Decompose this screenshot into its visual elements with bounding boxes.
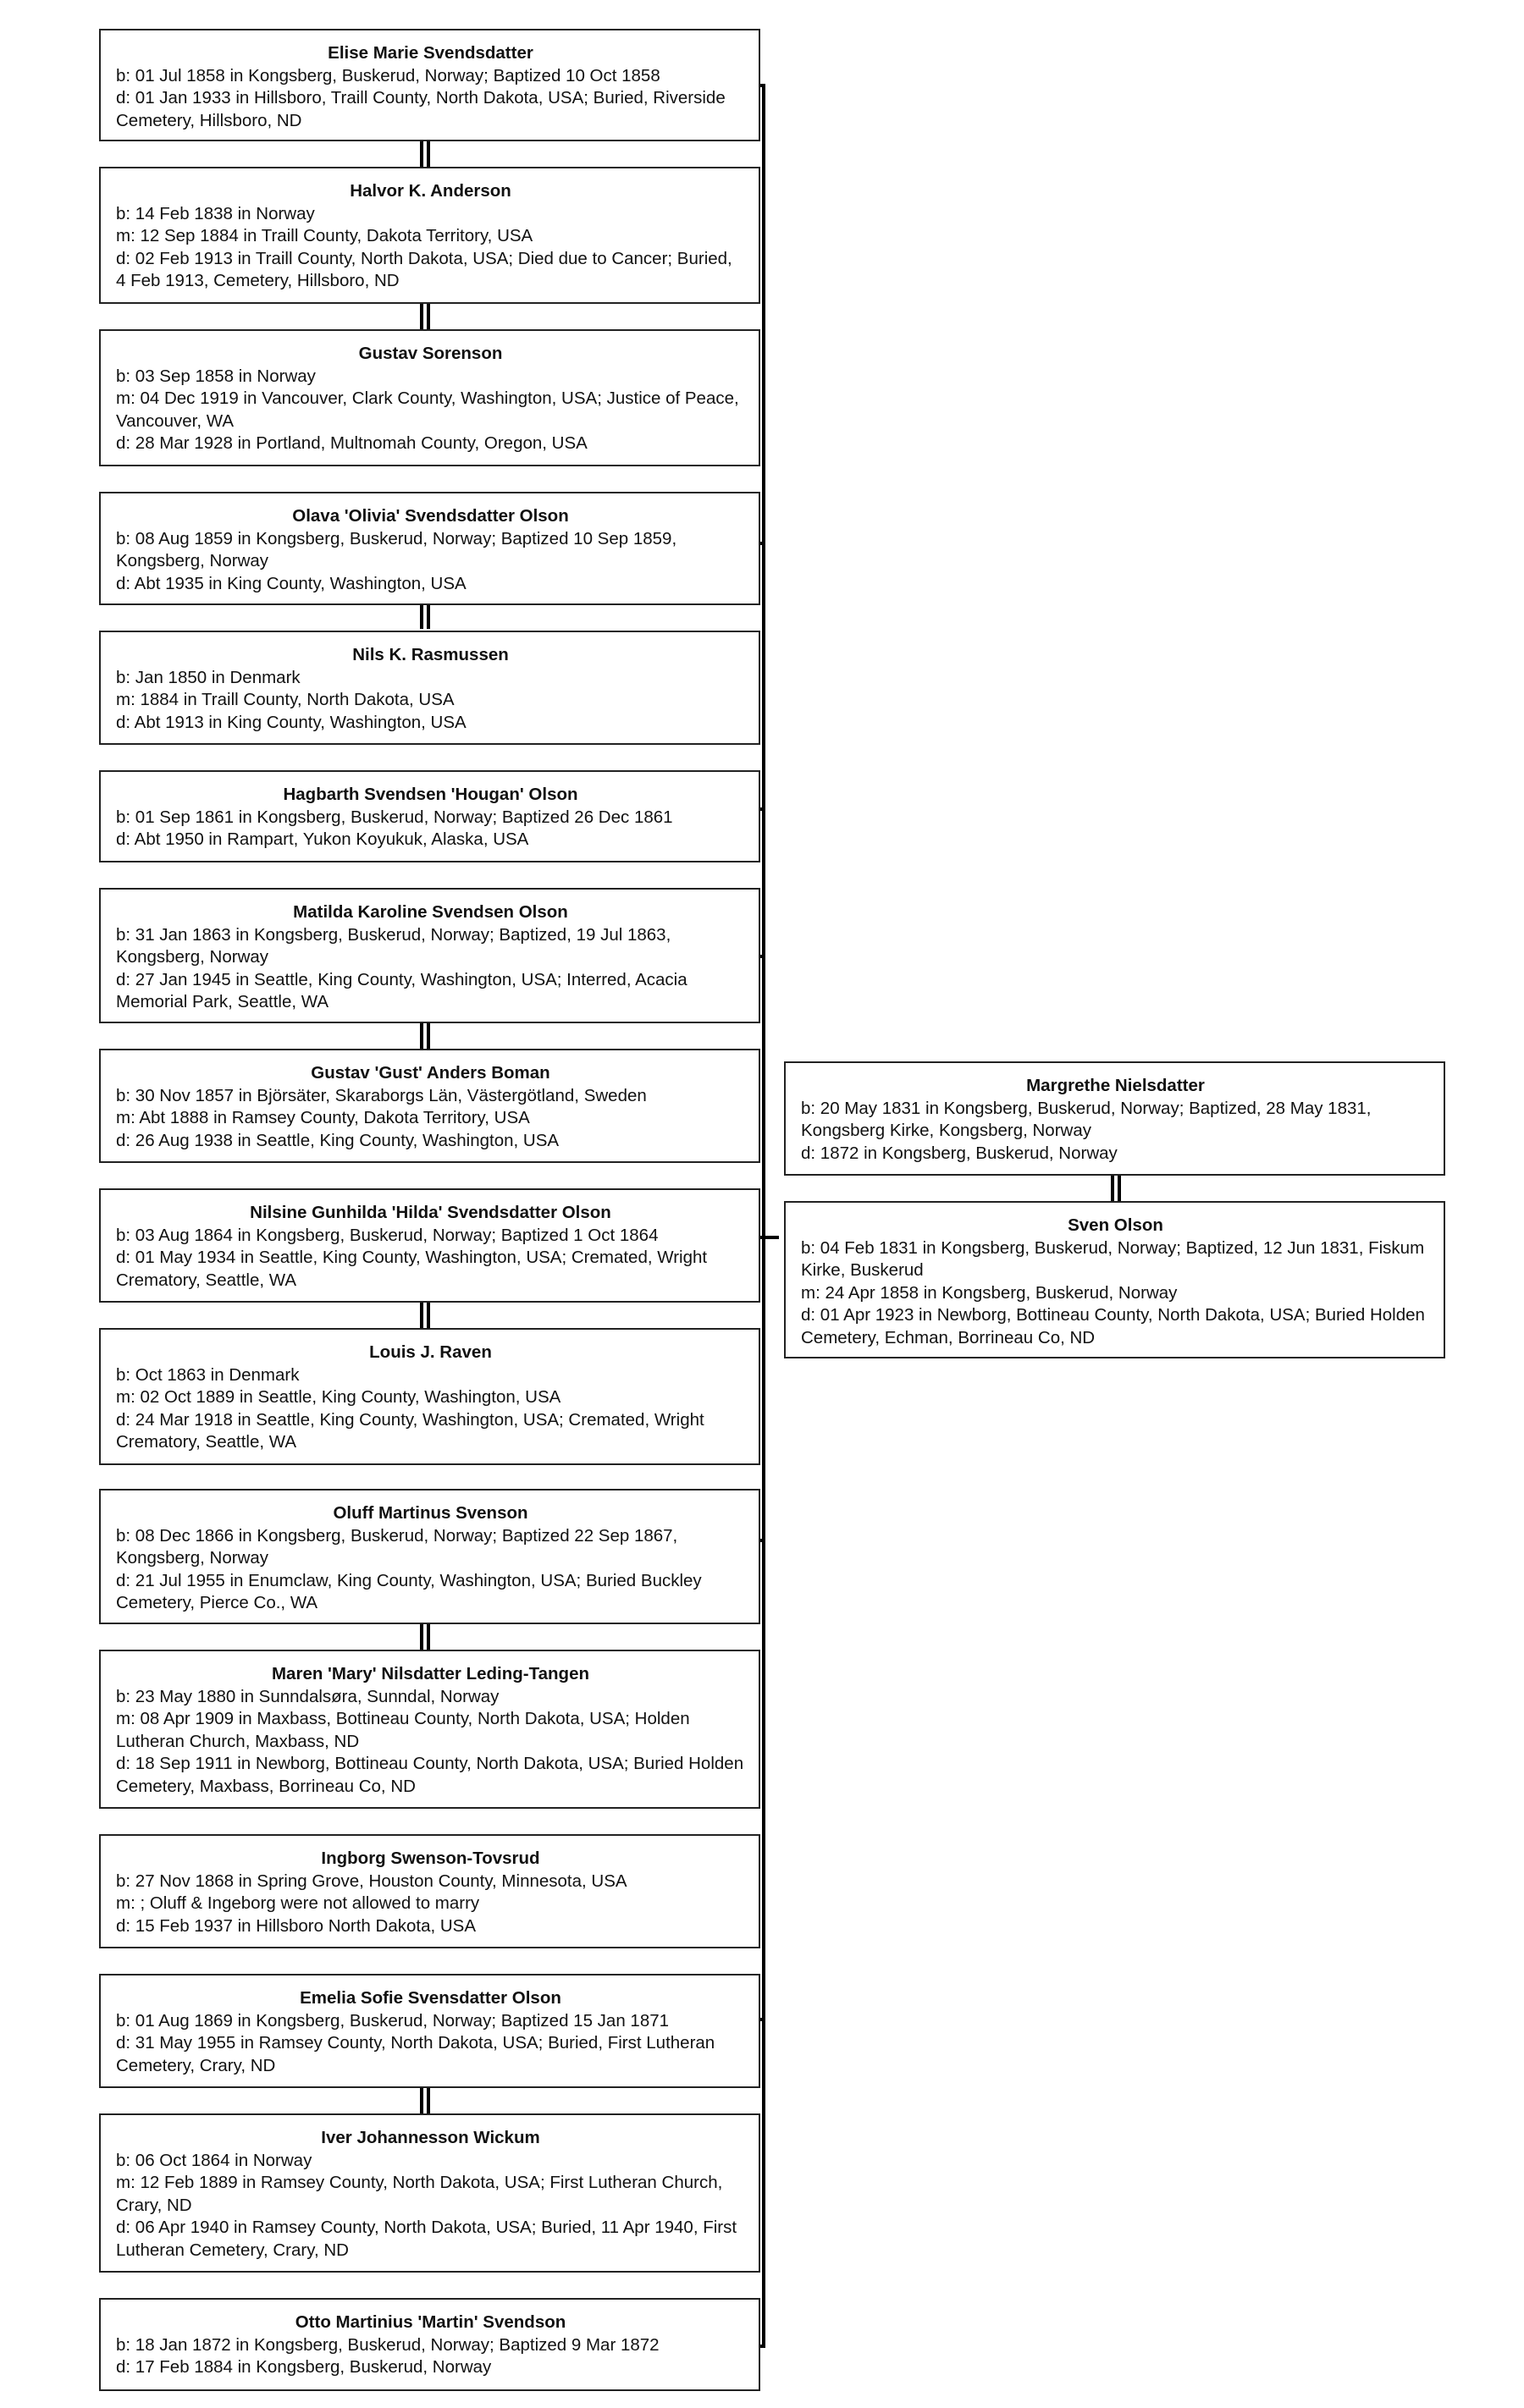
marriage-connector [420, 1303, 430, 1328]
person-name: Iver Johannesson Wickum [321, 2128, 540, 2147]
person-fact: b: 08 Aug 1859 in Kongsberg, Buskerud, Norway; Baptized 10 Sep 1859, Kongsberg, Norway [116, 528, 677, 570]
spouse-card[interactable] [99, 329, 760, 466]
person-name: Matilda Karoline Svendsen Olson [293, 902, 568, 922]
person-fact: d: Abt 1950 in Rampart, Yukon Koyukuk, Alaska, USA [116, 829, 529, 849]
person-fact: d: 01 May 1934 in Seattle, King County, Washington, USA; Cremated, Wright Crematory, Seattle, WA [116, 1248, 708, 1290]
person-fact: b: Oct 1863 in Denmark [116, 1364, 300, 1385]
person-fact: b: 03 Sep 1858 in Norway [116, 366, 316, 386]
person-name: Elise Marie Svendsdatter [328, 43, 533, 63]
person-fact: d: Abt 1913 in King County, Washington, USA [116, 712, 467, 732]
person-fact: m: 24 Apr 1858 in Kongsberg, Buskerud, Norway [801, 1282, 1178, 1303]
person-name: Olava 'Olivia' Svendsdatter Olson [292, 506, 569, 526]
spouse-card[interactable] [99, 631, 760, 745]
person-name: Halvor K. Anderson [350, 181, 511, 201]
person-name: Otto Martinius 'Martin' Svendson [295, 2312, 566, 2332]
person-card[interactable] [99, 29, 760, 141]
person-fact: d: 31 May 1955 in Ramsey County, North Dakota, USA; Buried, First Lutheran Cemetery, Crary, ND [116, 2033, 715, 2075]
person-name: Sven Olson [1068, 1215, 1163, 1235]
person-fact: m: ; Oluff & Ingeborg were not allowed to marry [116, 1893, 480, 1913]
person-fact: m: Abt 1888 in Ramsey County, Dakota Territory, USA [116, 1108, 530, 1127]
person-fact: m: 12 Sep 1884 in Traill County, Dakota Territory, USA [116, 226, 533, 245]
spouse-card[interactable] [99, 1834, 760, 1948]
person-fact: d: 27 Jan 1945 in Seattle, King County, Washington, USA; Interred, Acacia Memorial Park, Seattle, WA [116, 969, 687, 1011]
person-fact: b: 18 Jan 1872 in Kongsberg, Buskerud, Norway; Baptized 9 Mar 1872 [116, 2334, 660, 2355]
person-name: Maren 'Mary' Nilsdatter Leding-Tangen [271, 1664, 589, 1683]
person-name: Nilsine Gunhilda 'Hilda' Svendsdatter Olson [250, 1203, 611, 1222]
person-fact: b: 01 Sep 1861 in Kongsberg, Buskerud, Norway; Baptized 26 Dec 1861 [116, 807, 673, 827]
person-fact: b: 27 Nov 1868 in Spring Grove, Houston County, Minnesota, USA [116, 1871, 627, 1891]
person-fact: d: 17 Feb 1884 in Kongsberg, Buskerud, Norway [116, 2357, 492, 2377]
person-fact: b: Jan 1850 in Denmark [116, 667, 301, 687]
person-card[interactable] [99, 1974, 760, 2088]
person-fact: b: 06 Oct 1864 in Norway [116, 2150, 312, 2170]
marriage-connector [420, 603, 430, 629]
person-fact: d: 28 Mar 1928 in Portland, Multnomah County, Oregon, USA [116, 433, 588, 453]
person-fact: b: 14 Feb 1838 in Norway [116, 203, 315, 223]
person-fact: b: 03 Aug 1864 in Kongsberg, Buskerud, Norway; Baptized 1 Oct 1864 [116, 1225, 659, 1245]
person-card[interactable] [99, 1489, 760, 1624]
person-name: Ingborg Swenson-Tovsrud [321, 1849, 540, 1868]
spouse-card[interactable] [99, 167, 760, 304]
person-name: Gustav 'Gust' Anders Boman [311, 1063, 550, 1083]
spouse-card[interactable] [99, 2113, 760, 2273]
person-name: Emelia Sofie Svensdatter Olson [300, 1988, 561, 2008]
spouse-card[interactable] [99, 1328, 760, 1465]
person-card[interactable] [99, 2298, 760, 2391]
tree-parent-connector [764, 1236, 779, 1239]
person-fact: m: 02 Oct 1889 in Seattle, King County, Washington, USA [116, 1387, 561, 1407]
person-fact: d: 06 Apr 1940 in Ramsey County, North Dakota, USA; Buried, 11 Apr 1940, First Lutheran Cemetery, Crary, ND [116, 2218, 737, 2260]
person-fact: d: 01 Apr 1923 in Newborg, Bottineau County, North Dakota, USA; Buried Holden Cemetery, Echman, Borrineau Co, ND [801, 1305, 1425, 1347]
person-card[interactable] [99, 1188, 760, 1303]
person-name: Gustav Sorenson [358, 344, 503, 363]
person-card[interactable] [99, 492, 760, 605]
person-fact: d: 21 Jul 1955 in Enumclaw, King County, Washington, USA; Buried Buckley Cemetery, Pierce Co., WA [116, 1570, 702, 1612]
person-card[interactable] [99, 888, 760, 1023]
marriage-connector [1111, 1176, 1121, 1201]
person-fact: d: 24 Mar 1918 in Seattle, King County, Washington, USA; Cremated, Wright Crematory, Seattle, WA [116, 1409, 704, 1452]
person-card[interactable] [99, 770, 760, 862]
person-name: Hagbarth Svendsen 'Hougan' Olson [283, 785, 578, 804]
person-name: Nils K. Rasmussen [352, 645, 509, 664]
person-fact: b: 20 May 1831 in Kongsberg, Buskerud, Norway; Baptized, 28 May 1831, Kongsberg Kirke, Kongsberg, Norway [801, 1098, 1372, 1140]
person-fact: m: 08 Apr 1909 in Maxbass, Bottineau County, North Dakota, USA; Holden Lutheran Church, Maxbass, ND [116, 1709, 690, 1751]
person-name: Oluff Martinus Svenson [333, 1503, 528, 1523]
person-fact: m: 12 Feb 1889 in Ramsey County, North Dakota, USA; First Lutheran Church, Crary, ND [116, 2173, 723, 2215]
person-fact: b: 30 Nov 1857 in Björsäter, Skaraborgs Län, Västergötland, Sweden [116, 1085, 647, 1105]
person-name: Louis J. Raven [369, 1342, 492, 1362]
person-fact: b: 23 May 1880 in Sunndalsøra, Sunndal, Norway [116, 1686, 500, 1706]
spouse-card[interactable] [99, 1049, 760, 1163]
spouse-card[interactable] [99, 1650, 760, 1809]
person-fact: b: 01 Jul 1858 in Kongsberg, Buskerud, Norway; Baptized 10 Oct 1858 [116, 65, 660, 85]
marriage-connector [420, 1023, 430, 1049]
person-fact: b: 01 Aug 1869 in Kongsberg, Buskerud, Norway; Baptized 15 Jan 1871 [116, 2010, 670, 2031]
parent-card-father[interactable] [784, 1201, 1445, 1358]
marriage-connector [420, 2088, 430, 2113]
person-fact: d: 26 Aug 1938 in Seattle, King County, Washington, USA [116, 1130, 560, 1150]
person-fact: b: 08 Dec 1866 in Kongsberg, Buskerud, Norway; Baptized 22 Sep 1867, Kongsberg, Norway [116, 1525, 678, 1568]
person-fact: d: Abt 1935 in King County, Washington, USA [116, 573, 467, 593]
parent-card-mother[interactable] [784, 1061, 1445, 1176]
person-fact: m: 04 Dec 1919 in Vancouver, Clark County, Washington, USA; Justice of Peace, Vancouver, WA [116, 388, 739, 431]
person-fact: d: 01 Jan 1933 in Hillsboro, Traill County, North Dakota, USA; Buried, Riverside Cemetery, Hillsboro, ND [116, 88, 726, 130]
person-fact: m: 1884 in Traill County, North Dakota, USA [116, 690, 455, 709]
marriage-connector [420, 141, 430, 167]
tree-vertical-trunk [762, 84, 765, 2348]
person-fact: d: 18 Sep 1911 in Newborg, Bottineau County, North Dakota, USA; Buried Holden Cemetery, Maxbass, Borrineau Co, ND [116, 1754, 744, 1796]
marriage-connector [420, 1624, 430, 1650]
person-name: Margrethe Nielsdatter [1026, 1076, 1205, 1095]
person-fact: d: 02 Feb 1913 in Traill County, North Dakota, USA; Died due to Cancer; Buried, 4 Feb 1913, Cemetery, Hillsboro, ND [116, 248, 732, 290]
person-fact: d: 15 Feb 1937 in Hillsboro North Dakota, USA [116, 1915, 477, 1936]
marriage-connector [420, 304, 430, 329]
person-fact: b: 04 Feb 1831 in Kongsberg, Buskerud, Norway; Baptized, 12 Jun 1831, Fiskum Kirke, Buskerud [801, 1237, 1425, 1280]
person-fact: d: 1872 in Kongsberg, Buskerud, Norway [801, 1143, 1118, 1163]
person-fact: b: 31 Jan 1863 in Kongsberg, Buskerud, Norway; Baptized, 19 Jul 1863, Kongsberg, Norway [116, 924, 671, 967]
